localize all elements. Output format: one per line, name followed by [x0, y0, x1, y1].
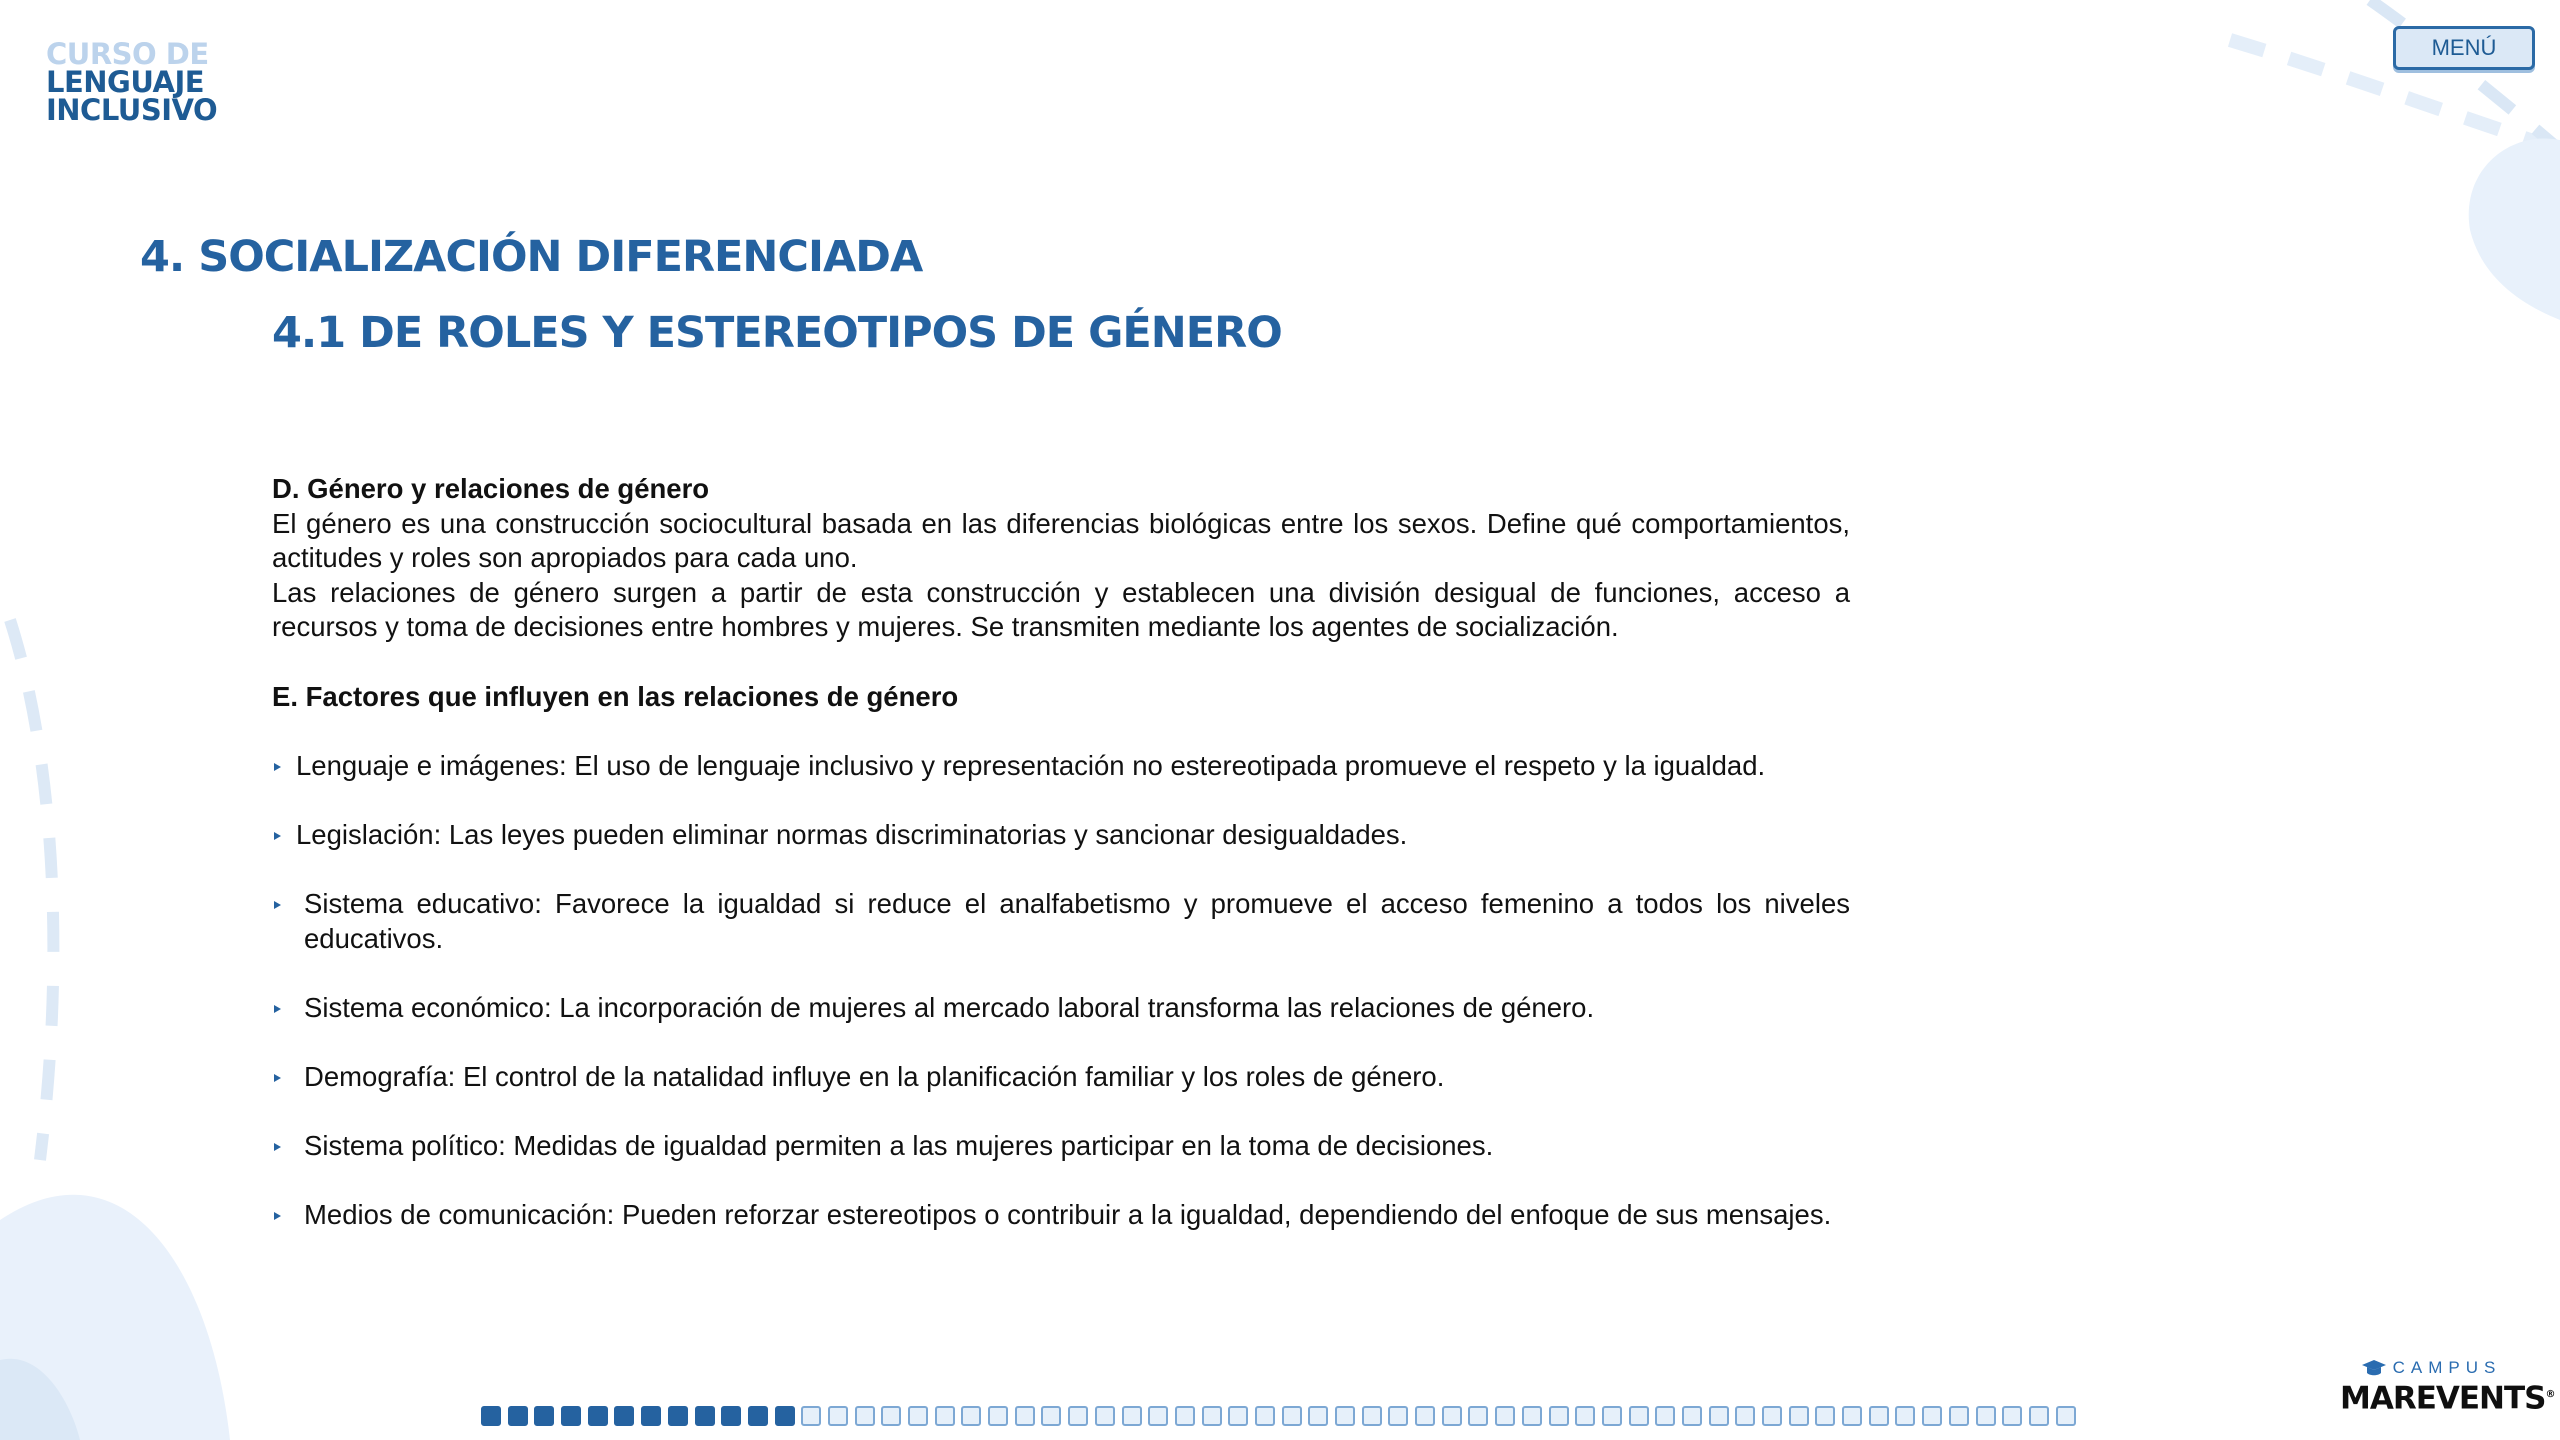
slide-content — [272, 472, 1850, 1233]
progress-step[interactable] — [855, 1406, 875, 1426]
section-d-paragraph-2: Las relaciones de género surgen a partir de esta construcción y establecen una división desigual de funciones, acceso a recursos y toma de decisiones entre hombres y mujeres. Se transmiten mediante los agentes de socialización. — [272, 576, 1850, 643]
page-title: 4. SOCIALIZACIÓN DIFERENCIADA — [140, 232, 923, 282]
campus-marevents-logo — [2340, 1358, 2555, 1418]
progress-step[interactable] — [1575, 1406, 1595, 1426]
logo-bottom-text: MAREVENTS — [2340, 1380, 2546, 1417]
progress-step[interactable] — [775, 1406, 795, 1426]
progress-step[interactable] — [1068, 1406, 1088, 1426]
section-e-title: E. Factores que influyen en las relaciones de género — [272, 680, 959, 712]
list-item: Lenguaje e imágenes: El uso de lenguaje inclusivo y representación no estereotipada promueve el respeto y la igualdad. — [272, 749, 1850, 784]
progress-step[interactable] — [988, 1406, 1008, 1426]
progress-step[interactable] — [1629, 1406, 1649, 1426]
progress-step[interactable] — [1015, 1406, 1035, 1426]
progress-step[interactable] — [1735, 1406, 1755, 1426]
progress-step[interactable] — [1655, 1406, 1675, 1426]
progress-step[interactable] — [481, 1406, 501, 1426]
progress-step[interactable] — [1202, 1406, 1222, 1426]
progress-step[interactable] — [508, 1406, 528, 1426]
progress-step[interactable] — [668, 1406, 688, 1426]
section-d-title: D. Género y relaciones de género — [272, 473, 710, 504]
progress-step[interactable] — [1495, 1406, 1515, 1426]
progress-step[interactable] — [1762, 1406, 1782, 1426]
progress-step[interactable] — [1041, 1406, 1061, 1426]
progress-step[interactable] — [1122, 1406, 1142, 1426]
progress-step[interactable] — [1255, 1406, 1275, 1426]
progress-step[interactable] — [1308, 1406, 1328, 1426]
brand-line-1: CURSO DE — [46, 37, 209, 71]
progress-step[interactable] — [881, 1406, 901, 1426]
logo-top-text: CAMPUS — [2392, 1358, 2502, 1377]
progress-step[interactable] — [1335, 1406, 1355, 1426]
progress-step[interactable] — [1869, 1406, 1889, 1426]
menu-button[interactable]: MENÚ — [2393, 26, 2535, 70]
progress-step[interactable] — [721, 1406, 741, 1426]
progress-step[interactable] — [1815, 1406, 1835, 1426]
progress-step[interactable] — [2029, 1406, 2049, 1426]
page-subtitle: 4.1 DE ROLES Y ESTEREOTIPOS DE GÉNERO — [272, 308, 1282, 358]
progress-step[interactable] — [2056, 1406, 2076, 1426]
section-d-paragraph-1: El género es una construcción sociocultural basada en las diferencias biológicas entre los sexos. Define qué comportamientos, actitudes y roles son apropiados para cada uno. — [272, 507, 1850, 574]
progress-step[interactable] — [1949, 1406, 1969, 1426]
progress-step[interactable] — [1442, 1406, 1462, 1426]
progress-step[interactable] — [801, 1406, 821, 1426]
progress-step[interactable] — [1175, 1406, 1195, 1426]
progress-step[interactable] — [561, 1406, 581, 1426]
slide-progress-bar — [481, 1406, 2076, 1426]
progress-step[interactable] — [828, 1406, 848, 1426]
graduation-cap-icon — [2361, 1359, 2387, 1377]
progress-step[interactable] — [695, 1406, 715, 1426]
progress-step[interactable] — [1895, 1406, 1915, 1426]
list-item: Medios de comunicación: Pueden reforzar estereotipos o contribuir a la igualdad, dependiendo del enfoque de sus mensajes. — [272, 1198, 1850, 1233]
list-item: Demografía: El control de la natalidad influye en la planificación familiar y los roles de género. — [272, 1060, 1850, 1095]
progress-step[interactable] — [2002, 1406, 2022, 1426]
progress-step[interactable] — [1976, 1406, 1996, 1426]
progress-step[interactable] — [1602, 1406, 1622, 1426]
progress-step[interactable] — [1415, 1406, 1435, 1426]
progress-step[interactable] — [1682, 1406, 1702, 1426]
list-item: Sistema político: Medidas de igualdad permiten a las mujeres participar en la toma de decisiones. — [272, 1129, 1850, 1164]
registered-mark: ® — [2545, 1389, 2555, 1400]
progress-step[interactable] — [935, 1406, 955, 1426]
progress-step[interactable] — [1228, 1406, 1248, 1426]
progress-step[interactable] — [641, 1406, 661, 1426]
progress-step[interactable] — [1709, 1406, 1729, 1426]
course-brand — [46, 37, 218, 127]
factors-list — [272, 749, 1850, 1233]
progress-step[interactable] — [908, 1406, 928, 1426]
progress-step[interactable] — [534, 1406, 554, 1426]
progress-step[interactable] — [1549, 1406, 1569, 1426]
progress-step[interactable] — [1388, 1406, 1408, 1426]
progress-step[interactable] — [1522, 1406, 1542, 1426]
brand-line-2: LENGUAJE — [46, 65, 205, 99]
progress-step[interactable] — [1789, 1406, 1809, 1426]
brand-line-3: INCLUSIVO — [46, 93, 218, 127]
progress-step[interactable] — [1148, 1406, 1168, 1426]
list-item: Sistema económico: La incorporación de mujeres al mercado laboral transforma las relaciones de género. — [272, 991, 1850, 1026]
list-item: Sistema educativo: Favorece la igualdad si reduce el analfabetismo y promueve el acceso femenino a todos los niveles educativos. — [272, 887, 1850, 956]
progress-step[interactable] — [588, 1406, 608, 1426]
progress-step[interactable] — [1468, 1406, 1488, 1426]
progress-step[interactable] — [961, 1406, 981, 1426]
progress-step[interactable] — [1282, 1406, 1302, 1426]
progress-step[interactable] — [1362, 1406, 1382, 1426]
progress-step[interactable] — [748, 1406, 768, 1426]
progress-step[interactable] — [614, 1406, 634, 1426]
progress-step[interactable] — [1095, 1406, 1115, 1426]
progress-step[interactable] — [1842, 1406, 1862, 1426]
list-item: Legislación: Las leyes pueden eliminar normas discriminatorias y sancionar desigualdades. — [272, 818, 1850, 853]
progress-step[interactable] — [1922, 1406, 1942, 1426]
